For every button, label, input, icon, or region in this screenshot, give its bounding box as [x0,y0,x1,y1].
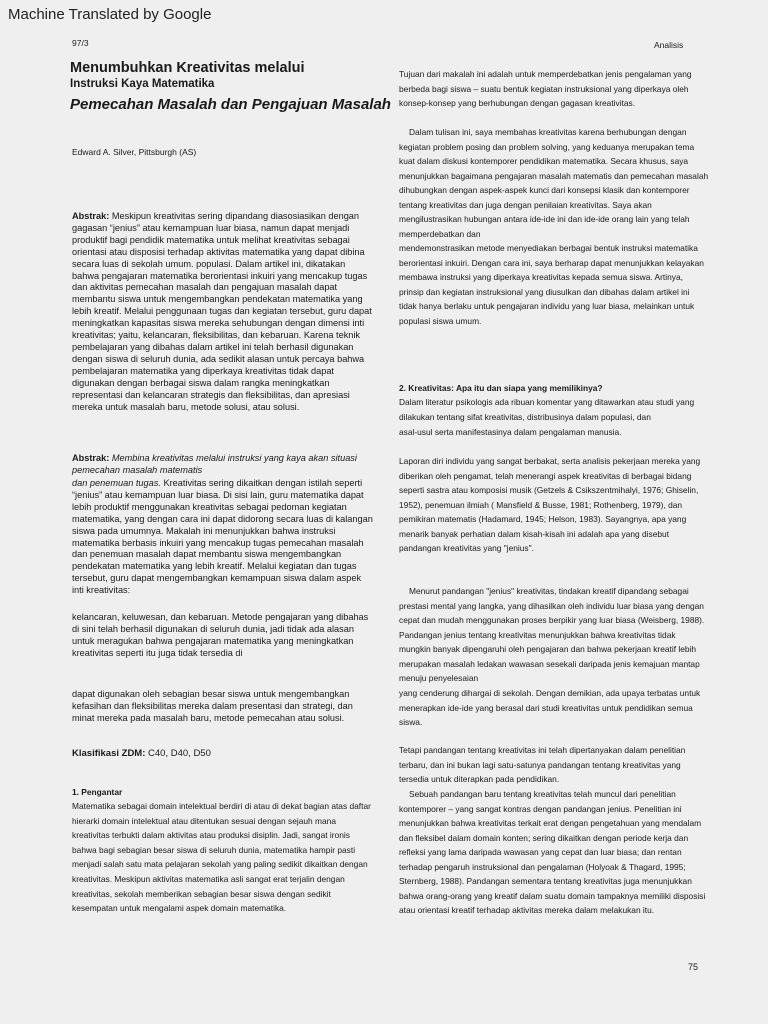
abstract-translated-italic: Membina kreativitas melalui instruksi yang kaya akan situasi pemecahan masalah matematis [72,453,357,475]
genius-view-text: Menurut pandangan "jenius" kreativitas, tindakan kreatif dipandang sebagai prestasi mental yang langka, yang dihasilkan oleh individu luar biasa yang dengan cepat dan mudah menggunakan proses berpikir yang luar biasa (Weisberg, 1988). Pandangan jenius tentang kreativitas menunjukkan bahwa kreativitas tidak mungkin banyak dipengaruhi oleh pengajaran dan bahwa pekerjaan kreatif lebih merupakan masalah ledakan wawasan sesekali daripada jenis kemajuan mantap menuju penyelesaian [399,586,705,683]
abstract-paragraph [72,211,374,413]
abstract-translated-paragraph [72,453,374,477]
article-title-line1: Menumbuhkan Kreativitas melalui [70,60,305,76]
page-number: 75 [688,962,699,972]
section-2-continuation: asal-usul serta manifestasinya dalam pengalaman manusia. [399,427,622,437]
article-title-line2: Instruksi Kaya Matematika [70,78,215,90]
translation-banner: Machine Translated by Google [8,6,212,23]
abstract-text: Meskipun kreativitas sering dipandang diasosiasikan dengan gagasan “jenius” atau kemampuan luar biasa, namun dapat menjadi produktif bagi pendidik matematika untuk melihat kreativitas sebagai orientasi atau disposisi terhadap aktivitas matematika yang dapat dibina secara luas di sekolah umum. populasi. Dalam artikel ini, dikatakan bahwa pengajaran matematika berorientasi inkuiri yang mencakup tugas dan aktivitas pemecahan masalah dan pengajuan masalah dapat membantu siswa untuk mengembangkan pendekatan matematika yang lebih kreatif. Melalui penggunaan tugas dan kegiatan tersebut, guru dapat meningkatkan kapasitas siswa mereka sehubungan dengan dimensi inti kreativitas; yaitu, kelancaran, fleksibilitas, dan kebaruan. Karena teknik pembelajaran yang dibahas dalam artikel ini telah berhasil digunakan dengan siswa di seluruh dunia, ada sedikit alasan untuk percaya bahwa pembelajaran matematika yang diperkaya kreativitas tidak dapat digunakan dengan berbagai siswa dalam rangka meningkatkan representasi dan kelancaran strategis dan fleksibilitas, dan apresiasi mereka untuk masalah baru, metode solusi, atau solusi. [72,211,372,412]
section-label: Analisis [654,40,684,50]
intro-purpose-paragraph: Tujuan dari makalah ini adalah untuk memperdebatkan jenis pengalaman yang berbeda bagi siswa – suatu bentuk kegiatan instruksional yang diperkaya oleh konsep-konsep yang berhubungan dengan gagasan kreativitas. [399,69,692,108]
zdm-classification [72,748,374,760]
contemporary-view-text: Sebuah pandangan baru tentang kreativitas telah muncul dari penelitian kontemporer – yang sangat kontras dengan pandangan jenius. Penelitian ini menunjukkan bahwa kreativitas terkait erat dengan pengetahuan yang mendalam dan fleksibel dalam domain konten; sering dikaitkan dengan periode kerja dan refleksi yang lama daripada wawasan yang cepat dan luar biasa; dan rentan terhadap pengaruh instruksional dan pengalaman (Holyoak & Thagard, 1995; Sternberg, 1988). Pandangan sementara tentang kreativitas juga menunjukkan bahwa orang-orang yang kreatif dalam suatu domain tampaknya memiliki disposisi atau orientasi kreatif terhadap aktivitas mereka dalam melakukan itu. [399,789,706,915]
abstract-translated-text-3: dapat digunakan oleh sebagian besar siswa untuk mengembangkan kefasihan dan fleksibilitas mereka dalam presentasi dan strategi, dan minat mereka pada masalah baru, metode pemecahan atau solusi. [72,689,353,723]
intro-scope-text: Dalam tulisan ini, saya membahas kreativitas karena berhubungan dengan kegiatan problem posing dan problem solving, yang keduanya merupakan tema kuat dalam diskusi kontemporer pendidikan matematika. Secara khusus, saya menunjukkan bagaimana pengajaran masalah matematis dan pemecahan masalah dihubungkan dengan aspek-aspek kunci dari konsepsi klasik dan kontemporer tentang kreativitas dan juga dengan penilaian kreativitas. Saya akan mengilustrasikan hubungan antara ide-ide ini dan ide-ide orang lain yang telah memperdebatkan dan [399,127,709,239]
abstract-translated-continuation-3 [72,689,374,725]
genius-view-paragraph [399,584,709,686]
abstract-translated-label: Abstrak: [72,453,110,463]
section-2-paragraph: Dalam literatur psikologis ada ribuan komentar yang ditawarkan atau studi yang dilakukan tentang sifat kreativitas, distribusinya dalam populasi, dan [399,397,695,422]
abstract-label: Abstrak: [72,211,110,221]
section-2-heading: 2. Kreativitas: Apa itu dan siapa yang memilikinya? [399,383,603,393]
genius-view-continuation: yang cenderung dihargai di sekolah. Dengan demikian, ada upaya terbatas untuk menerapkan ide-ide yang berasal dari studi kreativitas untuk pendidikan semua siswa. [399,688,701,727]
journal-issue: 97/3 [72,38,89,48]
abstract-translated-text-2: kelancaran, keluwesan, dan kebaruan. Metode pengajaran yang dibahas di sini telah berhasil digunakan di seluruh dunia, jadi tidak ada alasan untuk meragukan bahwa pengajaran matematika yang meningkatkan kreativitas seperti itu juga tidak tersedia di [72,612,369,658]
new-view-paragraph: Tetapi pandangan tentang kreativitas ini telah dipertanyakan dalam penelitian terbaru, dan ini bukan lagi satu-satunya pandangan tentang kreativitas yang tersedia untuk diterapkan pada pendidikan. [399,745,686,784]
section-1-heading: 1. Pengantar [72,787,123,797]
abstract-translated-text: Kreativitas sering dikaitkan dengan istilah seperti “jenius” atau kemampuan luar biasa. Di sisi lain, guru matematika dapat lebih produktif menggunakan kreativitas sebagai pedoman kegiatan matematika, yang dengan cara ini dapat didorong secara luas di kalangan siswa pada umumnya. Makalah ini menunjukkan bahwa instruksi matematika berbasis inkuiri yang mencakup tugas pemecahan masalah dan penemuan masalah dapat membantu siswa mengembangkan pendekatan matematika yang lebih kreatif. Melalui kegiatan dan tugas tersebut, guru dapat mengembangkan kemampuan siswa dalam aspek inti kreativitas: [72,478,373,596]
intro-scope-continuation: mendemonstrasikan metode menyediakan berbagai bentuk instruksi matematika berorientasi inkuiri. Dengan cara ini, saya berharap dapat menunjukkan kelayakan membawa instruksi yang diperkaya kreativitas kepada semua siswa. Artinya, prinsip dan kegiatan instruksional yang diusulkan dan dibahas dalam artikel ini tidak hanya berlaku untuk pengajaran individu yang luar biasa, melainkan untuk populasi siswa umum. [399,243,704,326]
classification-value: C40, D40, D50 [145,748,211,759]
abstract-translated-continuation-2 [72,612,374,660]
abstract-translated-continuation [72,478,374,597]
genius-reports-paragraph: Laporan diri individu yang sangat berbakat, serta analisis pekerjaan mereka yang diberikan oleh pengamat, telah menerangi aspek kreativitas di berbagai bidang seperti sastra atau komposisi musik (Getzels & Csikszentmihalyi, 1976; Ghiselin, 1952), penemuan ilmiah ( Mansfield & Busse, 1981; Rothenberg, 1979), dan pemikiran matematis (Hadamard, 1945; Helson, 1983). Sayangnya, apa yang menarik banyak perhatian dalam kisah-kisah ini adalah apa yang disebut pandangan kreativitas yang "jenius". [399,456,701,553]
intro-scope-paragraph [399,125,709,241]
section-1-text: Matematika sebagai domain intelektual berdiri di atau di dekat bagian atas daftar hierarki domain intelektual atau ditentukan sesuai dengan sejauh mana kreativitas terbukti dalam aktivitas atau produksi disiplin. Jadi, sangat ironis bahwa bagi sebagian besar siswa di seluruh dunia, matematika hampir pasti menjadi salah satu mata pelajaran sekolah yang paling sedikit dikaitkan dengan kreativitas. Meskipun aktivitas matematika asli sangat erat terjalin dengan kreativitas, sekolah memberikan sebagian besar siswa dengan sedikit kesempatan untuk mengalami aspek domain matematika. [72,801,371,914]
contemporary-view-paragraph [399,787,709,918]
article-subtitle: Pemecahan Masalah dan Pengajuan Masalah [70,96,391,113]
classification-label: Klasifikasi ZDM: [72,748,146,759]
author-line: Edward A. Silver, Pittsburgh (AS) [72,147,197,157]
abstract-translated-italic-2: dan penemuan tugas. [72,478,161,488]
